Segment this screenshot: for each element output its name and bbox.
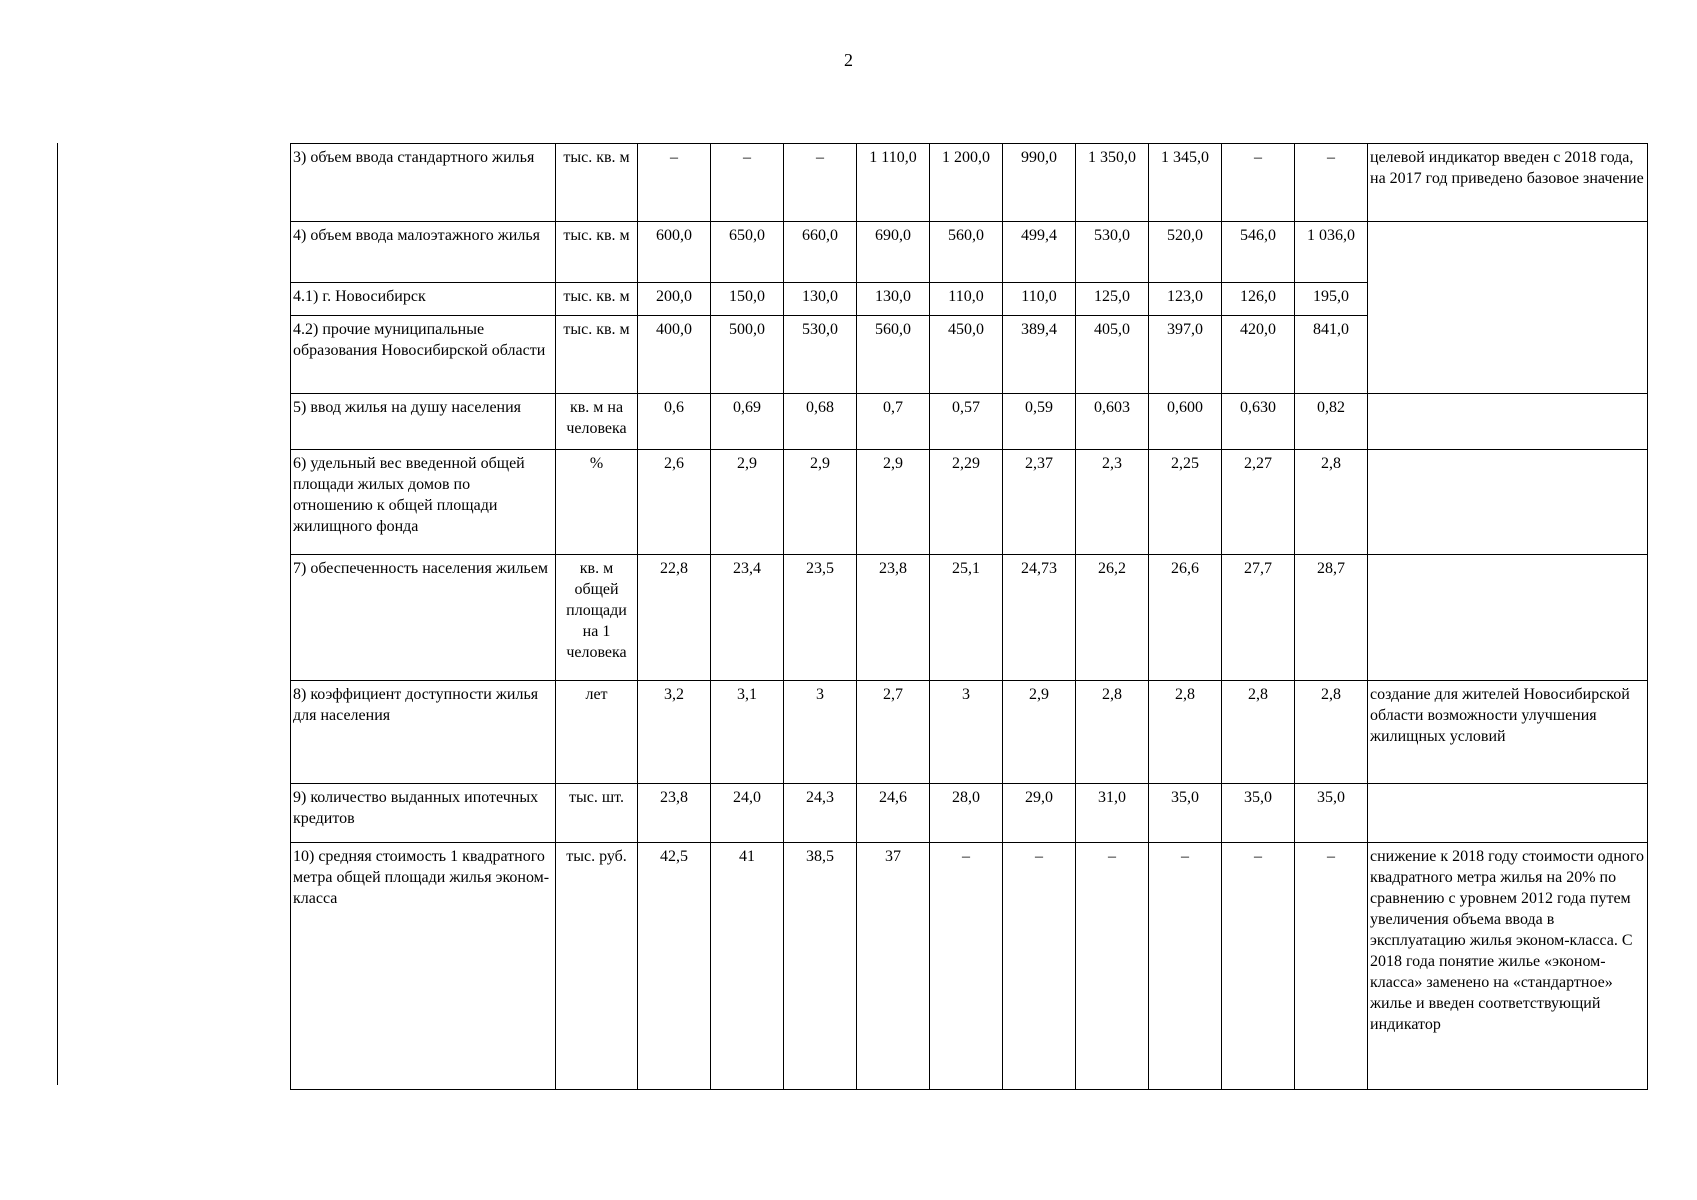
indicator-note — [1368, 555, 1648, 681]
value-cell: 0,69 — [711, 394, 784, 450]
value-cell: 35,0 — [1295, 784, 1368, 843]
value-cell: 35,0 — [1222, 784, 1295, 843]
indicator-name: 7) обеспеченность населения жильем — [291, 555, 556, 681]
value-cell: 500,0 — [711, 316, 784, 394]
value-cell: 1 110,0 — [857, 144, 930, 222]
value-cell: 41 — [711, 843, 784, 1090]
value-cell: 26,2 — [1076, 555, 1149, 681]
value-cell: 37 — [857, 843, 930, 1090]
indicator-unit: тыс. кв. м — [556, 283, 638, 316]
value-cell: – — [1149, 843, 1222, 1090]
indicator-unit: кв. м общей площади на 1 человека — [556, 555, 638, 681]
indicator-name: 4) объем ввода малоэтажного жилья — [291, 222, 556, 283]
value-cell: 546,0 — [1222, 222, 1295, 283]
value-cell: – — [1003, 843, 1076, 1090]
value-cell: 2,29 — [930, 450, 1003, 555]
value-cell: 123,0 — [1149, 283, 1222, 316]
value-cell: 35,0 — [1149, 784, 1222, 843]
value-cell: 110,0 — [930, 283, 1003, 316]
value-cell: 560,0 — [930, 222, 1003, 283]
value-cell: 24,0 — [711, 784, 784, 843]
indicator-note: целевой индикатор введен с 2018 года, на 2017 год приведено базовое значение — [1368, 144, 1648, 222]
value-cell: 0,630 — [1222, 394, 1295, 450]
value-cell: – — [1222, 144, 1295, 222]
indicators-table — [290, 143, 1648, 1090]
value-cell: 23,8 — [638, 784, 711, 843]
table-row — [291, 222, 1648, 283]
indicator-name: 3) объем ввода стандартного жилья — [291, 144, 556, 222]
indicator-note — [1368, 784, 1648, 843]
value-cell: 397,0 — [1149, 316, 1222, 394]
value-cell: 2,9 — [784, 450, 857, 555]
indicator-unit: тыс. кв. м — [556, 316, 638, 394]
value-cell: 29,0 — [1003, 784, 1076, 843]
value-cell: 1 350,0 — [1076, 144, 1149, 222]
value-cell: 150,0 — [711, 283, 784, 316]
value-cell: – — [1076, 843, 1149, 1090]
value-cell: – — [1222, 843, 1295, 1090]
value-cell: 560,0 — [857, 316, 930, 394]
value-cell: 2,3 — [1076, 450, 1149, 555]
value-cell: 27,7 — [1222, 555, 1295, 681]
table-row — [291, 450, 1648, 555]
value-cell: 31,0 — [1076, 784, 1149, 843]
value-cell: 389,4 — [1003, 316, 1076, 394]
value-cell: 1 036,0 — [1295, 222, 1368, 283]
value-cell: 25,1 — [930, 555, 1003, 681]
value-cell: 3,2 — [638, 681, 711, 784]
value-cell: 28,7 — [1295, 555, 1368, 681]
indicator-name: 4.1) г. Новосибирск — [291, 283, 556, 316]
value-cell: 520,0 — [1149, 222, 1222, 283]
value-cell: 200,0 — [638, 283, 711, 316]
value-cell: 2,8 — [1295, 681, 1368, 784]
value-cell: 0,59 — [1003, 394, 1076, 450]
value-cell: – — [638, 144, 711, 222]
value-cell: 2,9 — [1003, 681, 1076, 784]
indicator-name: 9) количество выданных ипотечных кредитов — [291, 784, 556, 843]
value-cell: 195,0 — [1295, 283, 1368, 316]
value-cell: 0,600 — [1149, 394, 1222, 450]
indicator-unit: % — [556, 450, 638, 555]
indicator-name: 5) ввод жилья на душу населения — [291, 394, 556, 450]
value-cell: 2,8 — [1295, 450, 1368, 555]
table-row — [291, 843, 1648, 1090]
value-cell: 499,4 — [1003, 222, 1076, 283]
value-cell: 0,57 — [930, 394, 1003, 450]
value-cell: 2,6 — [638, 450, 711, 555]
value-cell: 0,7 — [857, 394, 930, 450]
value-cell: 23,4 — [711, 555, 784, 681]
value-cell: – — [1295, 144, 1368, 222]
value-cell: 23,5 — [784, 555, 857, 681]
value-cell: 530,0 — [784, 316, 857, 394]
value-cell: 0,6 — [638, 394, 711, 450]
value-cell: 405,0 — [1076, 316, 1149, 394]
value-cell: 2,8 — [1222, 681, 1295, 784]
value-cell: 3 — [930, 681, 1003, 784]
value-cell: 3 — [784, 681, 857, 784]
value-cell: 26,6 — [1149, 555, 1222, 681]
indicator-unit: тыс. руб. — [556, 843, 638, 1090]
value-cell: 690,0 — [857, 222, 930, 283]
value-cell: 2,8 — [1149, 681, 1222, 784]
value-cell: 110,0 — [1003, 283, 1076, 316]
value-cell: 2,25 — [1149, 450, 1222, 555]
indicator-unit: лет — [556, 681, 638, 784]
value-cell: 2,9 — [711, 450, 784, 555]
value-cell: 2,37 — [1003, 450, 1076, 555]
indicator-name: 10) средняя стоимость 1 квадратного метра общей площади жилья эконом-класса — [291, 843, 556, 1090]
value-cell: 125,0 — [1076, 283, 1149, 316]
value-cell: 1 345,0 — [1149, 144, 1222, 222]
indicator-name: 4.2) прочие муниципальные образования Новосибирской области — [291, 316, 556, 394]
value-cell: – — [1295, 843, 1368, 1090]
indicator-note: создание для жителей Новосибирской области возможности улучшения жилищных условий — [1368, 681, 1648, 784]
value-cell: 130,0 — [784, 283, 857, 316]
indicator-note — [1368, 450, 1648, 555]
table-row — [291, 681, 1648, 784]
indicator-unit: кв. м на человека — [556, 394, 638, 450]
value-cell: 28,0 — [930, 784, 1003, 843]
value-cell: 24,6 — [857, 784, 930, 843]
indicator-name: 6) удельный вес введенной общей площади жилых домов по отношению к общей площади жилищного фонда — [291, 450, 556, 555]
margin-line — [57, 143, 58, 1085]
value-cell: 1 200,0 — [930, 144, 1003, 222]
table-row — [291, 394, 1648, 450]
value-cell: 650,0 — [711, 222, 784, 283]
value-cell: – — [711, 144, 784, 222]
value-cell: 24,3 — [784, 784, 857, 843]
value-cell: 22,8 — [638, 555, 711, 681]
value-cell: 400,0 — [638, 316, 711, 394]
value-cell: 0,82 — [1295, 394, 1368, 450]
table-row — [291, 784, 1648, 843]
indicator-name: 8) коэффициент доступности жилья для населения — [291, 681, 556, 784]
value-cell: 420,0 — [1222, 316, 1295, 394]
value-cell: 24,73 — [1003, 555, 1076, 681]
indicator-note — [1368, 394, 1648, 450]
value-cell: 0,603 — [1076, 394, 1149, 450]
table-row — [291, 555, 1648, 681]
value-cell: 600,0 — [638, 222, 711, 283]
value-cell: 3,1 — [711, 681, 784, 784]
table-row — [291, 144, 1648, 222]
value-cell: 2,7 — [857, 681, 930, 784]
indicator-note: снижение к 2018 году стоимости одного квадратного метра жилья на 20% по сравнению с уровнем 2012 года путем увеличения объема ввода в эксплуатацию жилья эконом-класса. С 2018 года понятие жилье «эконом-класса» заменено на «стандартное» жилье и введен соответствующий индикатор — [1368, 843, 1648, 1090]
value-cell: 0,68 — [784, 394, 857, 450]
value-cell: 130,0 — [857, 283, 930, 316]
indicator-unit: тыс. шт. — [556, 784, 638, 843]
value-cell: 2,27 — [1222, 450, 1295, 555]
page-number: 2 — [844, 50, 853, 70]
indicator-unit: тыс. кв. м — [556, 222, 638, 283]
value-cell: 126,0 — [1222, 283, 1295, 316]
indicator-note — [1368, 222, 1648, 394]
value-cell: 38,5 — [784, 843, 857, 1090]
value-cell: 530,0 — [1076, 222, 1149, 283]
value-cell: 990,0 — [1003, 144, 1076, 222]
value-cell: – — [930, 843, 1003, 1090]
value-cell: 2,9 — [857, 450, 930, 555]
value-cell: 23,8 — [857, 555, 930, 681]
value-cell: 2,8 — [1076, 681, 1149, 784]
value-cell: 660,0 — [784, 222, 857, 283]
indicator-unit: тыс. кв. м — [556, 144, 638, 222]
value-cell: 42,5 — [638, 843, 711, 1090]
value-cell: – — [784, 144, 857, 222]
value-cell: 841,0 — [1295, 316, 1368, 394]
value-cell: 450,0 — [930, 316, 1003, 394]
